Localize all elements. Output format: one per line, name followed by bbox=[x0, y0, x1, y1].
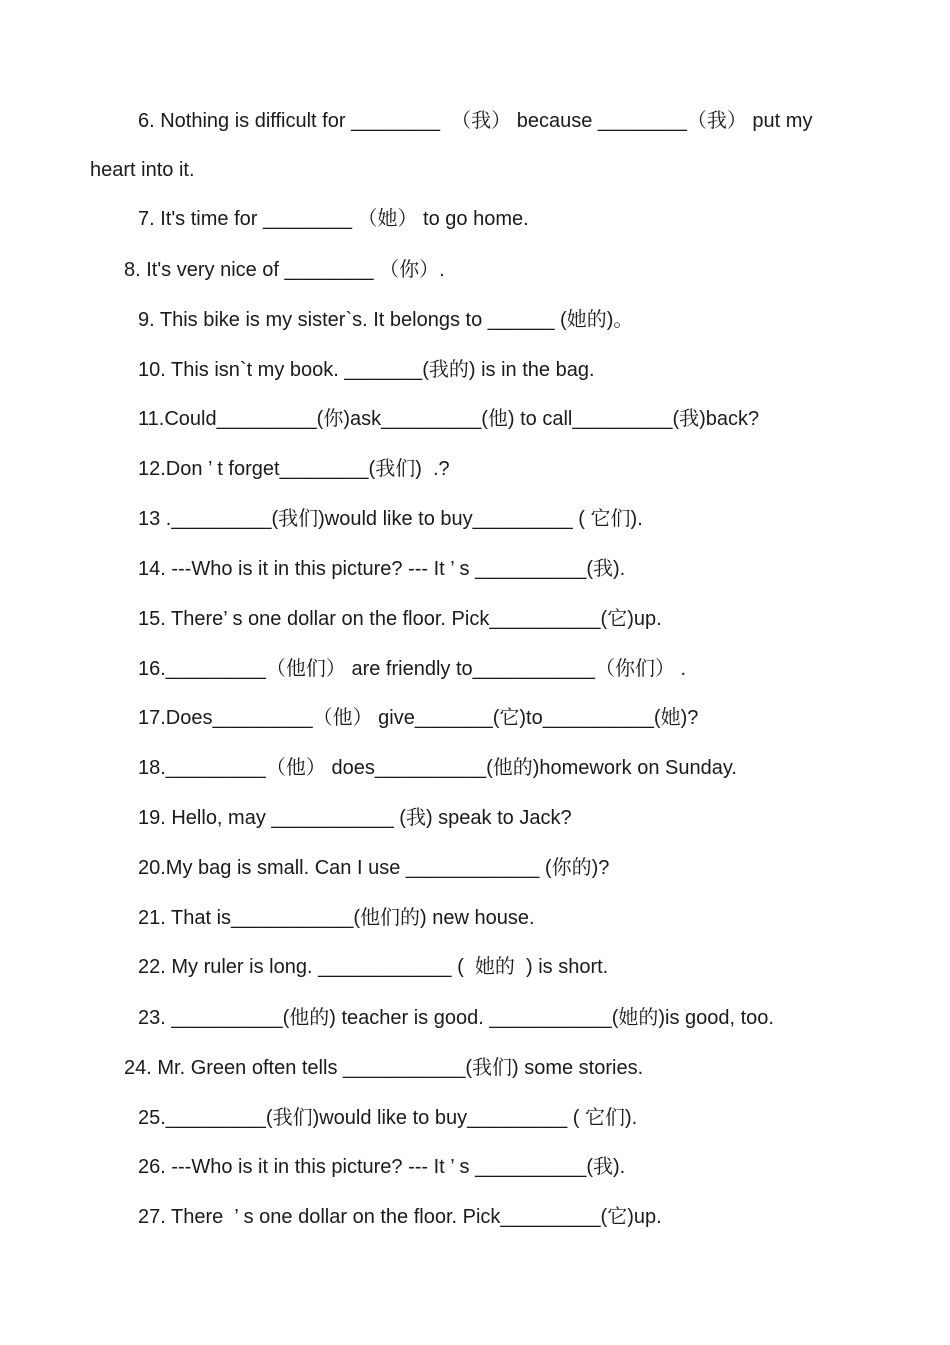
exercise-line-19: 19. Hello, may ___________ (我) speak to Jack? bbox=[138, 807, 572, 829]
exercise-line-15: 15. There’ s one dollar on the floor. Pick__________(它)up. bbox=[138, 608, 662, 630]
exercise-line-9: 9. This bike is my sister`s. It belongs to ______ (她的)。 bbox=[138, 309, 634, 331]
exercise-line-6-continued: heart into it. bbox=[90, 159, 195, 181]
exercise-line-12: 12.Don ’ t forget________(我们) .? bbox=[138, 458, 450, 480]
exercise-line-18: 18._________（他） does__________(他的)homework on Sunday. bbox=[138, 757, 737, 779]
exercise-line-17: 17.Does_________（他） give_______(它)to__________(她)? bbox=[138, 707, 699, 729]
exercise-line-10: 10. This isn`t my book. _______(我的) is in the bag. bbox=[138, 359, 595, 381]
exercise-line-16: 16._________（他们） are friendly to___________（你们） . bbox=[138, 658, 687, 680]
exercise-line-6: 6. Nothing is difficult for ________ （我） because ________（我） put my bbox=[138, 110, 813, 132]
exercise-line-24: 24. Mr. Green often tells ___________(我们) some stories. bbox=[124, 1057, 644, 1079]
exercise-line-14: 14. ---Who is it in this picture? --- It ’ s __________(我). bbox=[138, 558, 626, 580]
exercise-line-20: 20.My bag is small. Can I use ____________ (你的)? bbox=[138, 857, 610, 879]
exercise-line-7: 7. It's time for ________ （她） to go home. bbox=[138, 208, 529, 230]
exercise-line-22: 22. My ruler is long. ____________ ( 她的 ) is short. bbox=[138, 956, 609, 978]
exercise-line-13: 13 ._________(我们)would like to buy_________ ( 它们). bbox=[138, 508, 643, 530]
exercise-line-8: 8. It's very nice of ________ （你）. bbox=[124, 259, 445, 281]
exercise-line-21: 21. That is___________(他们的) new house. bbox=[138, 907, 535, 929]
exercise-line-26: 26. ---Who is it in this picture? --- It ’ s __________(我). bbox=[138, 1156, 626, 1178]
exercise-line-27: 27. There ’ s one dollar on the floor. Pick_________(它)up. bbox=[138, 1206, 662, 1228]
exercise-line-11: 11.Could_________(你)ask_________(他) to call_________(我)back? bbox=[138, 408, 760, 430]
exercise-line-23: 23. __________(他的) teacher is good. ___________(她的)is good, too. bbox=[138, 1007, 774, 1029]
exercise-line-25: 25._________(我们)would like to buy_________ ( 它们). bbox=[138, 1107, 638, 1129]
